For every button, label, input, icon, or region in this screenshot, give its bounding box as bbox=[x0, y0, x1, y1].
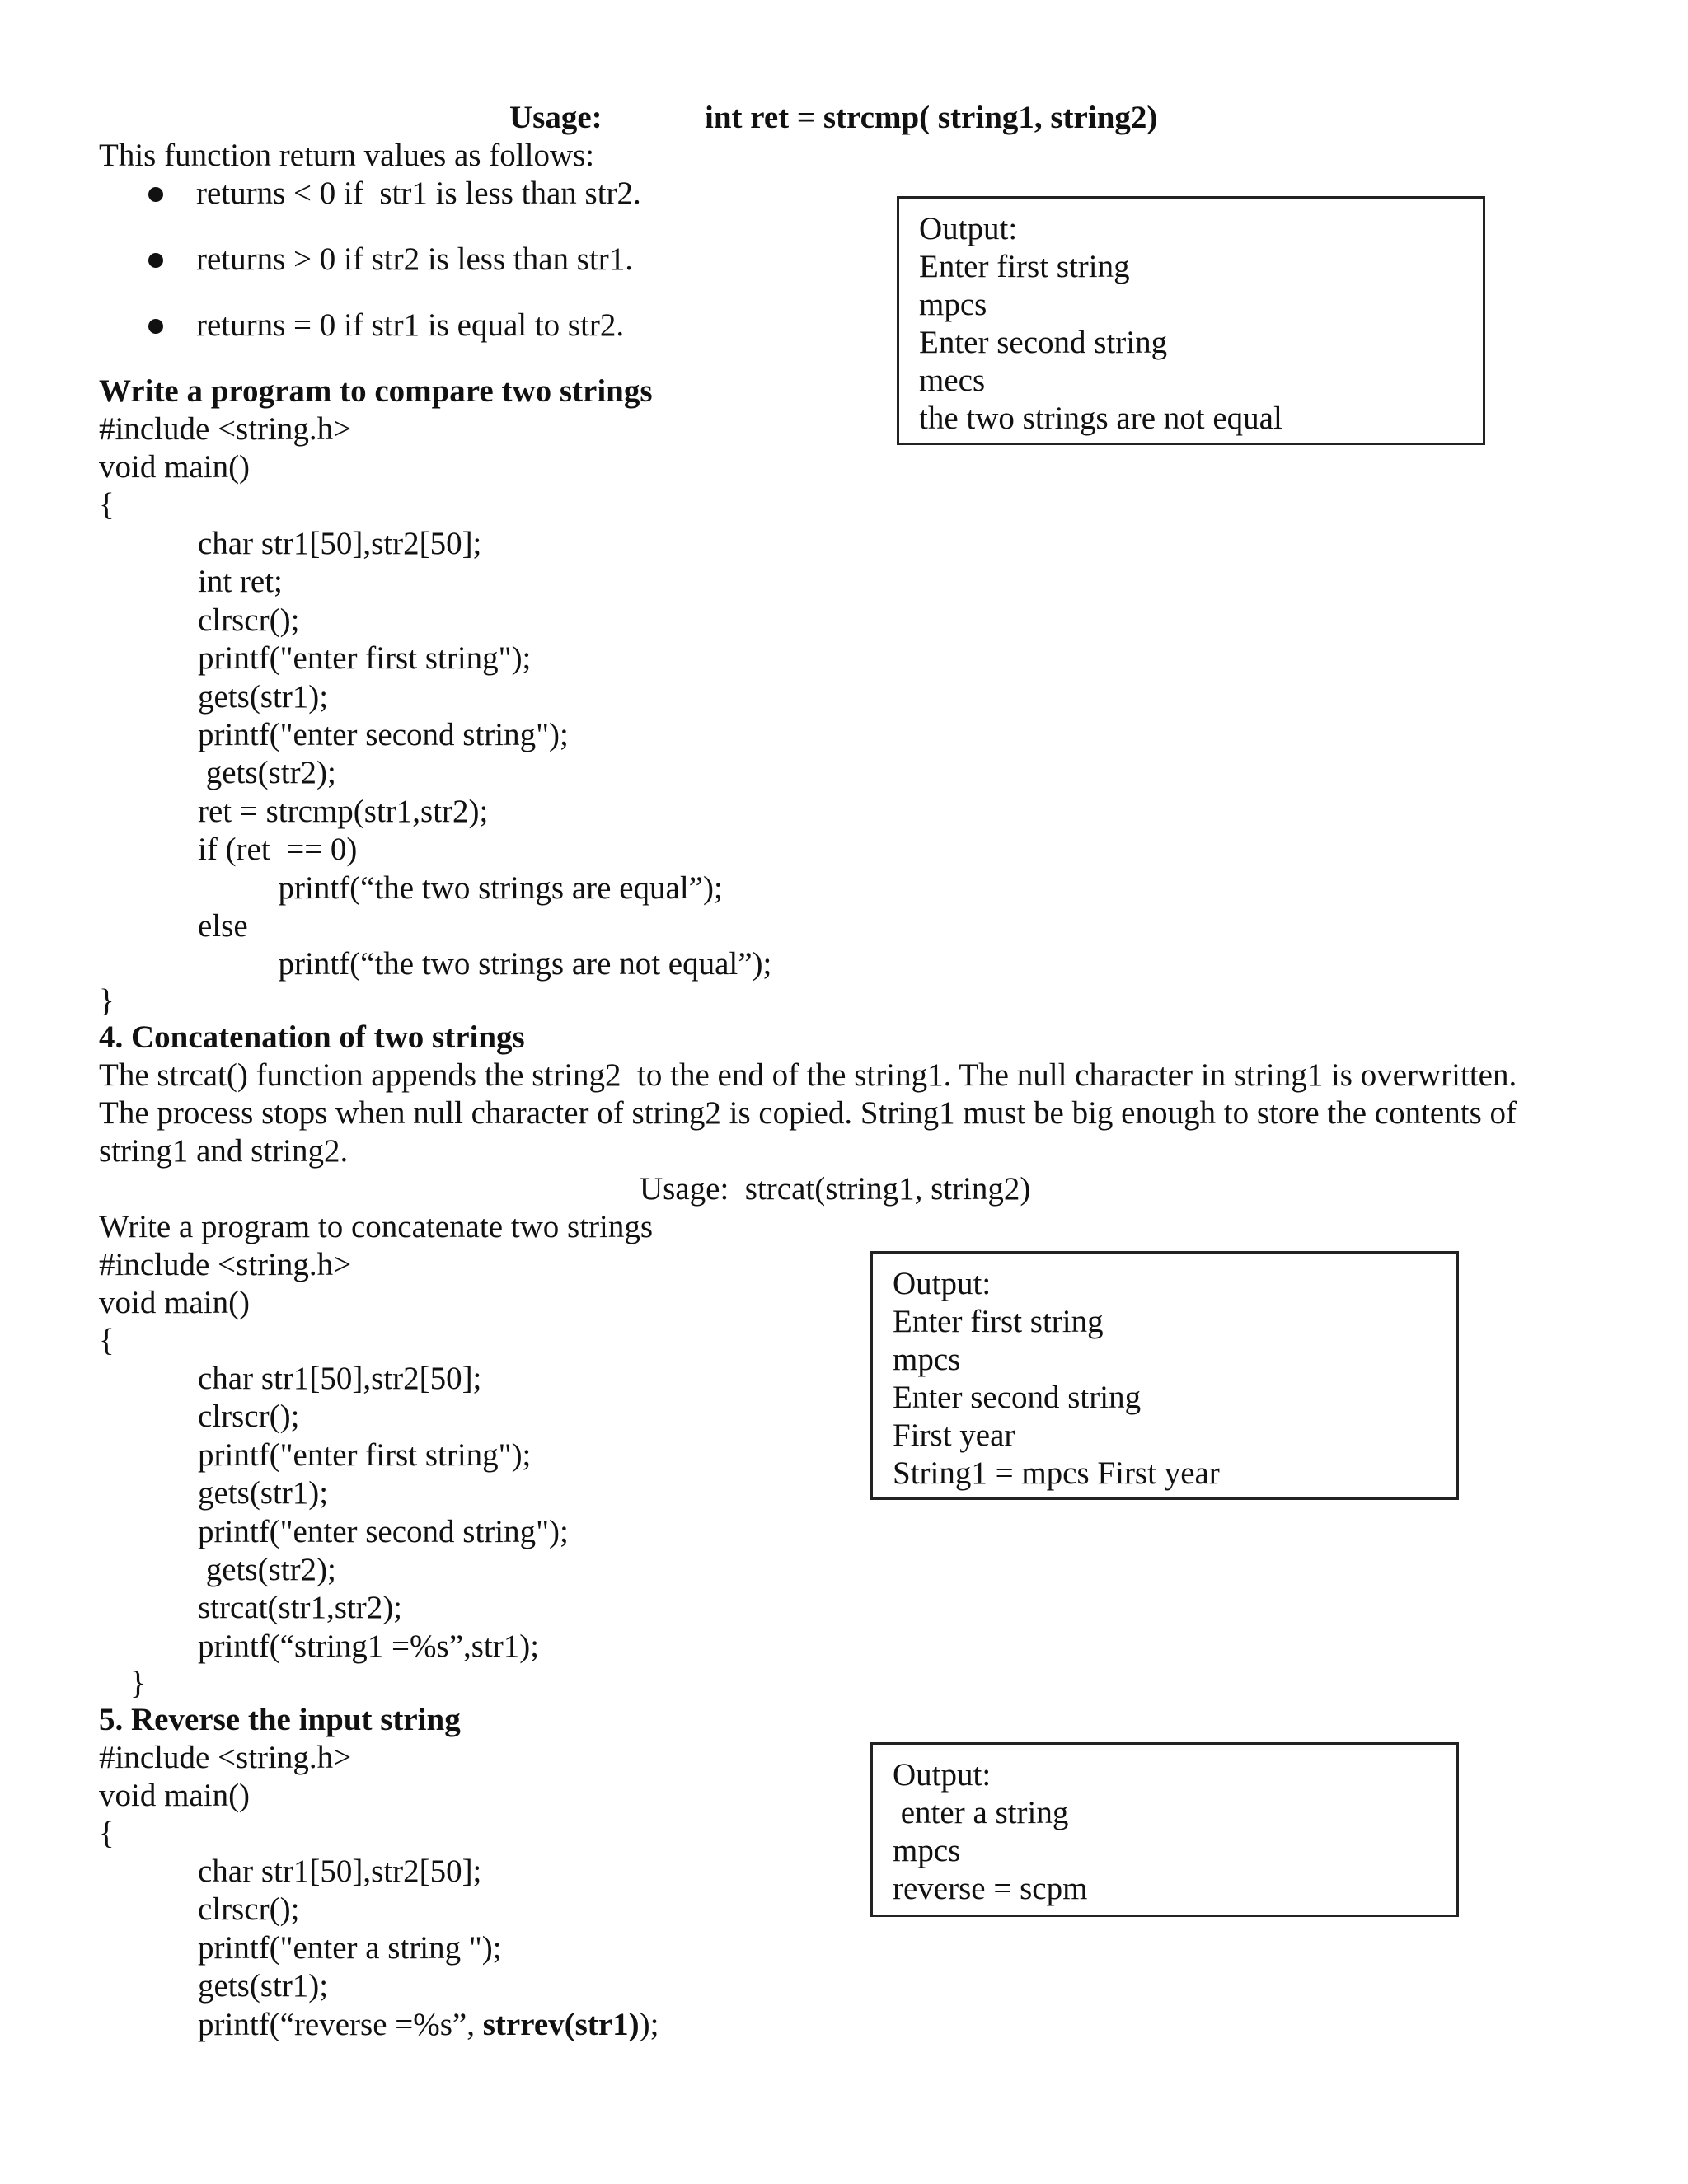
output-line: reverse = scpm bbox=[893, 1871, 1088, 1906]
output-line: mpcs bbox=[919, 287, 987, 322]
code-line: printf("enter first string"); bbox=[198, 1436, 532, 1473]
output-line: mpcs bbox=[893, 1833, 961, 1868]
code-line: strcat(str1,str2); bbox=[198, 1590, 403, 1626]
output-line: the two strings are not equal bbox=[919, 401, 1282, 436]
code-line: gets(str2); bbox=[198, 1551, 336, 1587]
code-line: printf(“the two strings are not equal”); bbox=[198, 946, 772, 982]
output-line: First year bbox=[893, 1418, 1015, 1453]
list-item: returns < 0 if str1 is less than str2. bbox=[196, 176, 641, 211]
description-line: string1 and string2. bbox=[99, 1133, 349, 1169]
output-line: Enter first string bbox=[893, 1304, 1104, 1339]
compare-code-block bbox=[198, 525, 771, 984]
output-line: mpcs bbox=[893, 1342, 961, 1377]
code-line: else bbox=[198, 907, 248, 944]
code-line: printf(“the two strings are equal”); bbox=[198, 869, 723, 906]
description-line: The strcat() function appends the string2 to the end of the string1. The null character in string1 is overwritten. bbox=[99, 1057, 1517, 1093]
open-brace: { bbox=[99, 1323, 115, 1358]
code-line: printf("enter second string"); bbox=[198, 1513, 569, 1549]
code-line: gets(str1); bbox=[198, 1475, 329, 1511]
include-line: #include <string.h> bbox=[99, 1740, 352, 1775]
include-line: #include <string.h> bbox=[99, 411, 352, 447]
code-line: gets(str1); bbox=[198, 678, 329, 715]
concat-program-heading: Write a program to concatenate two strings bbox=[99, 1209, 654, 1244]
output-line: String1 = mpcs First year bbox=[893, 1455, 1220, 1491]
main-signature: void main() bbox=[99, 1778, 251, 1813]
code-line: gets(str1); bbox=[198, 1968, 329, 2004]
code-line: printf(“string1 =%s”,str1); bbox=[198, 1628, 540, 1664]
output-line: Enter first string bbox=[919, 249, 1130, 284]
code-line: clrscr(); bbox=[198, 1399, 300, 1435]
bullet-dot bbox=[148, 319, 163, 334]
code-line: if (ret == 0) bbox=[198, 832, 358, 868]
output-line: mecs bbox=[919, 363, 986, 398]
usage-code: int ret = strcmp( string1, string2) bbox=[705, 100, 1158, 135]
concat-code-block bbox=[198, 1360, 569, 1666]
code-line: printf("enter first string"); bbox=[198, 640, 532, 677]
strrev-call: strrev(str1) bbox=[482, 2006, 640, 2042]
code-line-reverse bbox=[198, 2006, 659, 2044]
open-brace: { bbox=[99, 487, 115, 523]
main-signature: void main() bbox=[99, 1285, 251, 1320]
code-line: printf("enter a string "); bbox=[198, 1929, 502, 1966]
main-signature: void main() bbox=[99, 449, 251, 485]
code-line: clrscr(); bbox=[198, 1891, 300, 1928]
close-brace: } bbox=[99, 983, 115, 1019]
compare-program-heading: Write a program to compare two strings bbox=[99, 373, 653, 409]
open-brace: { bbox=[99, 1816, 115, 1851]
output-line: Output: bbox=[893, 1266, 992, 1301]
output-line: Output: bbox=[893, 1757, 992, 1793]
list-item: returns > 0 if str2 is less than str1. bbox=[196, 241, 634, 277]
code-line: char str1[50],str2[50]; bbox=[198, 1361, 482, 1396]
close-brace: } bbox=[130, 1666, 146, 1701]
code-line: printf("enter second string"); bbox=[198, 716, 569, 752]
code-line: clrscr(); bbox=[198, 602, 300, 638]
returns-intro: This function return values as follows: bbox=[99, 138, 595, 173]
strcat-usage: Usage: strcat(string1, string2) bbox=[640, 1171, 1031, 1207]
bullet-dot bbox=[148, 187, 163, 202]
output-line: enter a string bbox=[893, 1795, 1069, 1830]
reverse-output-box bbox=[870, 1742, 1459, 1917]
code-line: int ret; bbox=[198, 564, 283, 600]
code-fragment: ); bbox=[639, 2006, 659, 2042]
code-line: char str1[50],str2[50]; bbox=[198, 1854, 482, 1889]
output-line: Output: bbox=[919, 211, 1018, 246]
output-line: Enter second string bbox=[919, 325, 1168, 360]
list-item: returns = 0 if str1 is equal to str2. bbox=[196, 307, 625, 343]
description-line: The process stops when null character of string2 is copied. String1 must be big enough to store the contents of bbox=[99, 1095, 1517, 1131]
bullet-dot bbox=[148, 253, 163, 268]
code-line: ret = strcmp(str1,str2); bbox=[198, 793, 489, 829]
section-heading-reverse: 5. Reverse the input string bbox=[99, 1702, 461, 1737]
usage-label: Usage: bbox=[509, 100, 603, 135]
concat-output-box bbox=[870, 1251, 1459, 1500]
output-line: Enter second string bbox=[893, 1380, 1142, 1415]
code-line: gets(str2); bbox=[198, 755, 336, 791]
section-heading-concatenation: 4. Concatenation of two strings bbox=[99, 1019, 525, 1055]
compare-output-box bbox=[897, 196, 1485, 445]
reverse-code-block bbox=[198, 1853, 659, 2044]
include-line: #include <string.h> bbox=[99, 1247, 352, 1282]
code-line: char str1[50],str2[50]; bbox=[198, 526, 482, 561]
code-fragment: printf(“reverse =%s”, bbox=[198, 2006, 483, 2042]
